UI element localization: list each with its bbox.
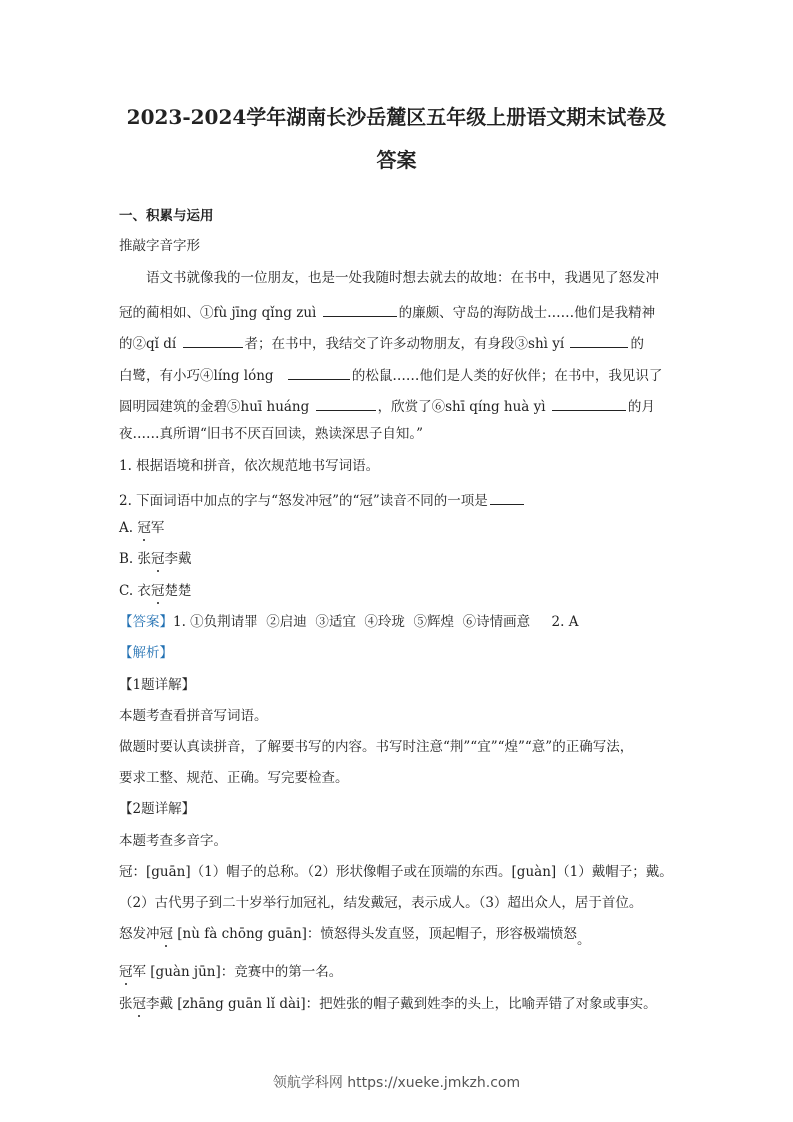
passage-text: 圆明园建筑的金碧⑤huī huáng (119, 399, 314, 415)
passage-line-5 (119, 397, 655, 415)
detail-text: [nù fà chōng guān]：愤怒得头发直竖，顶起帽子，形容极端愤怒 (173, 926, 577, 942)
dotted-character: 冠 (159, 926, 173, 942)
detail-2-line-2: 冠：[guān]（1）帽子的总称。（2）形状像帽子或在顶端的东西。[guàn]（1）戴帽子；戴。 (119, 864, 673, 880)
option-c (119, 585, 191, 599)
answer-tag: 【答案】 (119, 614, 173, 630)
option-a (119, 522, 164, 536)
option-b (119, 553, 192, 567)
answer-blank-2[interactable] (183, 334, 243, 348)
passage-text: 白鹭，有小巧④líng lóng (119, 368, 278, 384)
detail-2-line-6 (119, 998, 657, 1012)
dotted-character: 冠 (132, 996, 146, 1012)
detail-2-heading: 【2题详解】 (119, 801, 196, 817)
detail-1-line-3: 要求工整、规范、正确。写完要检查。 (119, 770, 349, 786)
document-title-line2: 答案 (376, 148, 417, 172)
page-footer: 领航学科网 https://xueke.jmkzh.com (272, 1075, 521, 1091)
detail-2-line-1: 本题考查多音字。 (119, 833, 227, 849)
answer-blank-3[interactable] (570, 334, 628, 348)
passage-text: 的松鼠……他们是人类的好伙伴；在书中，我见识了 (351, 368, 663, 384)
answer-text: 1. ①负荆请罪 ②启迪 ③适宜 ④玲珑 ⑤辉煌 ⑥诗情画意 2. A (173, 614, 579, 630)
passage-text: 的廉颇、守岛的海防战士……他们是我精神 (398, 305, 656, 321)
passage-line-6: 夜……真所谓“旧书不厌百回读，熟读深思子自知。” (119, 426, 424, 442)
passage-line-1: 语文书就像我的一位朋友，也是一处我随时想去就去的故地：在书中，我遇见了怒发冲 (146, 270, 659, 286)
passage-text: 冠的蔺相如、①fù jīng qǐng zuì (119, 305, 321, 321)
detail-1-line-2: 做题时要认真读拼音，了解要书写的内容。书写时注意“荆”“宜”“煌”“意”的正确写法， (119, 739, 634, 755)
answer-blank-6[interactable] (552, 397, 626, 411)
detail-2-line-3: （2）古代男子到二十岁举行加冠礼，结发戴冠，表示成人。（3）超出众人，居于首位。 (119, 895, 643, 911)
question-1: 1. 根据语境和拼音，依次规范地书写词语。 (119, 458, 380, 474)
question-2 (119, 491, 526, 509)
detail-1-heading: 【1题详解】 (119, 677, 196, 693)
passage-text: 者；在书中，我结交了许多动物朋友，有身段③shì yí (244, 336, 569, 352)
option-a-rest: 军 (150, 520, 165, 536)
section-heading: 一、积累与运用 (119, 208, 214, 224)
option-b-prefix: B. 张 (119, 551, 152, 567)
passage-text: 的②qǐ dí (119, 336, 181, 352)
answer-blank-5[interactable] (316, 397, 376, 411)
passage-text: 的月 (627, 399, 655, 415)
detail-text: 军 [guàn jūn]：竞赛中的第一名。 (132, 964, 343, 980)
detail-text: 怒发冲 (119, 926, 160, 942)
answer-blank-q2[interactable] (490, 491, 524, 505)
detail-text: 张 (119, 996, 133, 1012)
detail-text: 李戴 [zhāng guān lǐ dài]：把姓张的帽子戴到姓李的头上，比喻弄错了对象或事实。 (146, 996, 657, 1012)
question-2-text: 2. 下面词语中加点的字与“怒发冲冠”的“冠”读音不同的一项是 (119, 493, 488, 509)
answer-line (119, 616, 578, 630)
dotted-character: 冠 (150, 583, 165, 599)
document-title-line1: 2023-2024学年湖南长沙岳麓区五年级上册语文期末试卷及 (126, 105, 667, 129)
detail-text: 。 (576, 932, 591, 948)
answer-blank-1[interactable] (323, 303, 397, 317)
detail-2-line-4 (119, 926, 591, 948)
passage-text: 的 (630, 336, 644, 352)
subsection-heading: 推敲字音字形 (119, 238, 200, 254)
passage-line-2 (119, 303, 655, 321)
analysis-tag: 【解析】 (119, 645, 173, 661)
option-c-rest: 楚楚 (164, 583, 192, 599)
passage-text: ，欣赏了⑥shī qíng huà yì (377, 399, 550, 415)
option-a-prefix: A. (119, 520, 138, 536)
dotted-character: 冠 (119, 964, 133, 980)
option-c-prefix: C. 衣 (119, 583, 151, 599)
passage-line-4 (119, 366, 662, 384)
passage-line-3 (119, 334, 644, 352)
detail-2-line-5 (119, 966, 342, 980)
answer-blank-4[interactable] (288, 366, 350, 380)
dotted-character: 冠 (151, 551, 165, 567)
option-b-rest: 李戴 (164, 551, 192, 567)
detail-1-line-1: 本题考查看拼音写词语。 (119, 708, 268, 724)
dotted-character: 冠 (137, 520, 151, 536)
